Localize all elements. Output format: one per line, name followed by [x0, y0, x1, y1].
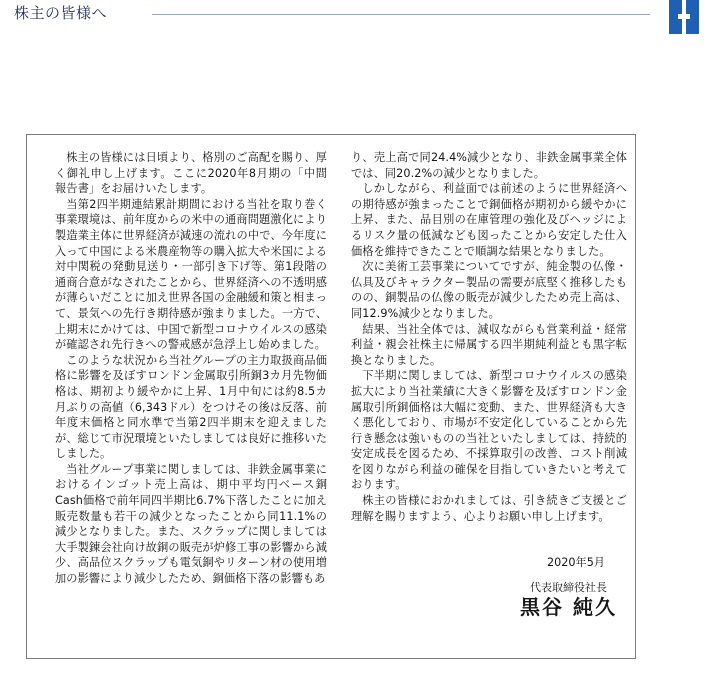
letter-paragraph: 当社グループ事業に関しましては、非鉄金属事業におけるインゴット売上高は、期中平均円ベース銅Cash価格で前年同四半期比6.7%下落したことに加え販売数量も若干の減少となったことから同11.1%の減少となりました。また、スクラップに関しましては大手製錬会社向け故銅の販売が炉修工事の影響から減少、高品位スクラップも電気銅やリターン材の使用増加の影響により減少したため、銅価格下落の影響もあ — [55, 462, 327, 586]
letter-paragraph: 当第2四半期連結累計期間における当社を取り巻く事業環境は、前年度からの米中の通商問題激化により製造業主体に世界経済が減速の流れの中で、今年度に入って中国による米農産物等の購入拡大や米国による対中関税の発動見送り・一部引き下げ等、第1段階の通商合意がなされたことから、世界経済への不透明感が薄らいだことに加え世界各国の金融緩和策と相まって、景気への先行き期待感が強まりました。一方で、上期末にかけては、中国で新型コロナウイルスの感染が確認され先行きへの警戒感が急浮上し始めました。 — [55, 197, 327, 352]
letter-paragraph: り、売上高で同24.4%減少となり、非鉄金属事業全体では、同20.2%の減少となりました。 — [351, 151, 627, 180]
letter-paragraph: しかしながら、利益面では前述のように世界経済への期待感が強まったことで銅価格が期初から緩やかに上昇、また、品目別の在庫管理の強化及びヘッジによるリスク量の低減なども図ったことから安定した仕入価格を維持できたことで順調な結果となりました。 — [351, 182, 627, 258]
letter-paragraph: このような状況から当社グループの主力取扱商品価格に影響を及ぼすロンドン金属取引所銅3カ月先物価格は、期初より緩やかに上昇、1月中旬には約8.5カ月ぶりの高値（6,343ドル）をつけその後は反落、前年度末価格と同水準で当第2四半期末を迎えましたが、総じて市況環境といたしましては良好に推移いたしました。 — [55, 353, 327, 461]
letter-paragraph: 株主の皆様におかれましては、引き続きご支援とご理解を賜りますよう、心よりお願い申し上げます。 — [351, 494, 627, 523]
page-title: 株主の皆様へ — [14, 4, 108, 22]
header-rule — [152, 14, 650, 15]
brand-mark-notch — [678, 14, 690, 19]
letter-paragraph: 株主の皆様には日頃より、格別のご高配を賜り、厚く御礼申し上げます。ここに2020年8月期の「中間報告書」をお届けいたします。 — [55, 151, 327, 196]
letter-paragraph: 次に美術工芸事業についてですが、純金製の仏像・仏具及びキャラクター製品の需要が底堅く推移したものの、銅製品の仏像の販売が減少したため売上高は、同12.9%減少となりました。 — [351, 260, 627, 320]
signatory-name: 黒谷 純久 — [520, 595, 617, 619]
letter-paragraph: 結果、当社全体では、減収ながらも営業利益・経常利益・親会社株主に帰属する四半期純利益とも黒字転換となりました。 — [351, 322, 627, 367]
letter-paragraph: 下半期に関しましては、新型コロナウイルスの感染拡大により当社業績に大きく影響を及ぼすロンドン金属取引所銅価格は大幅に変動、また、世界経済も大きく悪化しており、市場が不安定化していることから先行き懸念は強いものの当社といたしましては、持続的安定成長を図るため、不採算取引の改善、コスト削減を図りながら利益の確保を目指していきたいと考えております。 — [351, 369, 627, 492]
brand-mark-icon — [665, 0, 705, 36]
letter-column-left — [55, 150, 327, 587]
letter-column-right — [351, 150, 627, 524]
signatory-title: 代表取締役社長 — [530, 581, 607, 594]
letter-date: 2020年5月 — [547, 556, 605, 569]
